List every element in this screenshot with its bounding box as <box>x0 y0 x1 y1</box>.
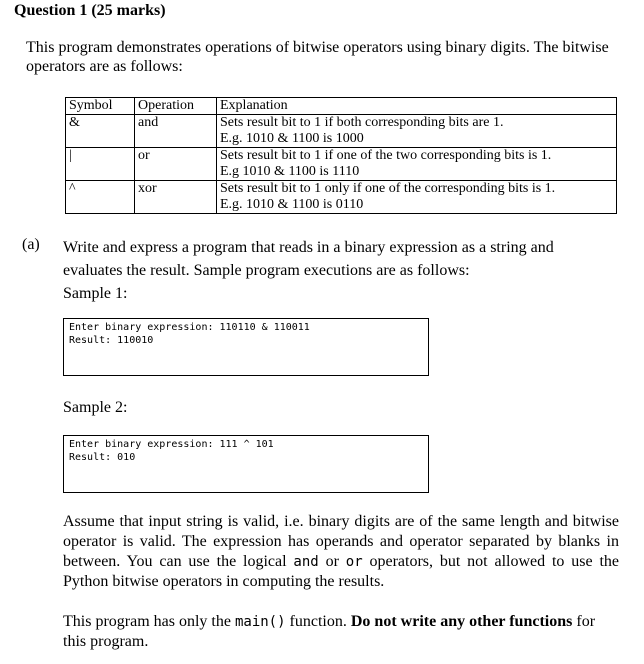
console-line: Result: 110010 <box>69 335 154 346</box>
explanation-example: E.g. 1010 & 1100 is 1000 <box>220 131 364 146</box>
symbol-cell: ^ <box>66 181 135 214</box>
header-explanation: Explanation <box>217 98 617 115</box>
final-text: function. <box>285 613 351 630</box>
intro-paragraph: This program demonstrates operations of bitwise operators using binary digits. The bitwise operators are as follows: <box>26 39 609 75</box>
table-header-row <box>66 98 617 115</box>
explanation-example: E.g 1010 & 1100 is 1110 <box>220 164 360 179</box>
final-text: This program has only the <box>63 613 235 630</box>
console-line: Enter binary expression: 110110 & 110011 <box>69 322 310 333</box>
assumption-text: Assume that input string is valid, i.e. binary digits are of the same length and bitwise operator is valid. The expression has operands and operator separated by blanks in between. You can use the logical <box>63 513 619 570</box>
table-row <box>66 115 617 148</box>
explanation-cell <box>217 115 617 148</box>
header-operation: Operation <box>135 98 217 115</box>
assumption-text: or <box>318 553 346 570</box>
operators-table <box>65 97 617 214</box>
question-title: Question 1 (25 marks) <box>14 2 166 19</box>
and-keyword: and <box>293 554 319 570</box>
part-a-label: (a) <box>22 236 40 253</box>
operation-cell: xor <box>135 181 217 214</box>
assumption-text: operators, but not allowed to use the Python bitwise operators in computing the results. <box>63 553 620 590</box>
part-a-text <box>63 236 623 305</box>
sample-2-label: Sample 2: <box>63 399 128 416</box>
explanation-cell <box>217 148 617 181</box>
console-line: Enter binary expression: 111 ^ 101 <box>69 439 274 450</box>
part-a-line-2: evaluates the result. Sample program executions are as follows: <box>63 262 470 279</box>
explanation-example: E.g. 1010 & 1100 is 0110 <box>220 197 364 212</box>
sample-2-console <box>63 435 429 493</box>
symbol-cell: | <box>66 148 135 181</box>
part-a-line-1: Write and express a program that reads in a binary expression as a string and <box>63 239 554 256</box>
assumption-paragraph <box>63 512 619 592</box>
sample-1-console <box>63 318 429 376</box>
explanation-text: Sets result bit to 1 if one of the two corresponding bits is 1. <box>220 148 552 163</box>
explanation-cell <box>217 181 617 214</box>
explanation-text: Sets result bit to 1 only if one of the corresponding bits is 1. <box>220 181 556 196</box>
main-function-code: main() <box>234 614 286 630</box>
header-symbol: Symbol <box>66 98 135 115</box>
table-row <box>66 181 617 214</box>
final-emphasis: Do not write any other functions <box>350 613 573 630</box>
operation-cell: and <box>135 115 217 148</box>
final-instruction <box>63 612 619 652</box>
symbol-cell: & <box>66 115 135 148</box>
table-row <box>66 148 617 181</box>
final-text: for this program. <box>63 613 596 650</box>
or-keyword: or <box>345 554 363 570</box>
explanation-text: Sets result bit to 1 if both corresponding bits are 1. <box>220 115 504 130</box>
sample-1-label: Sample 1: <box>63 285 128 302</box>
operation-cell: or <box>135 148 217 181</box>
console-line: Result: 010 <box>69 452 136 463</box>
